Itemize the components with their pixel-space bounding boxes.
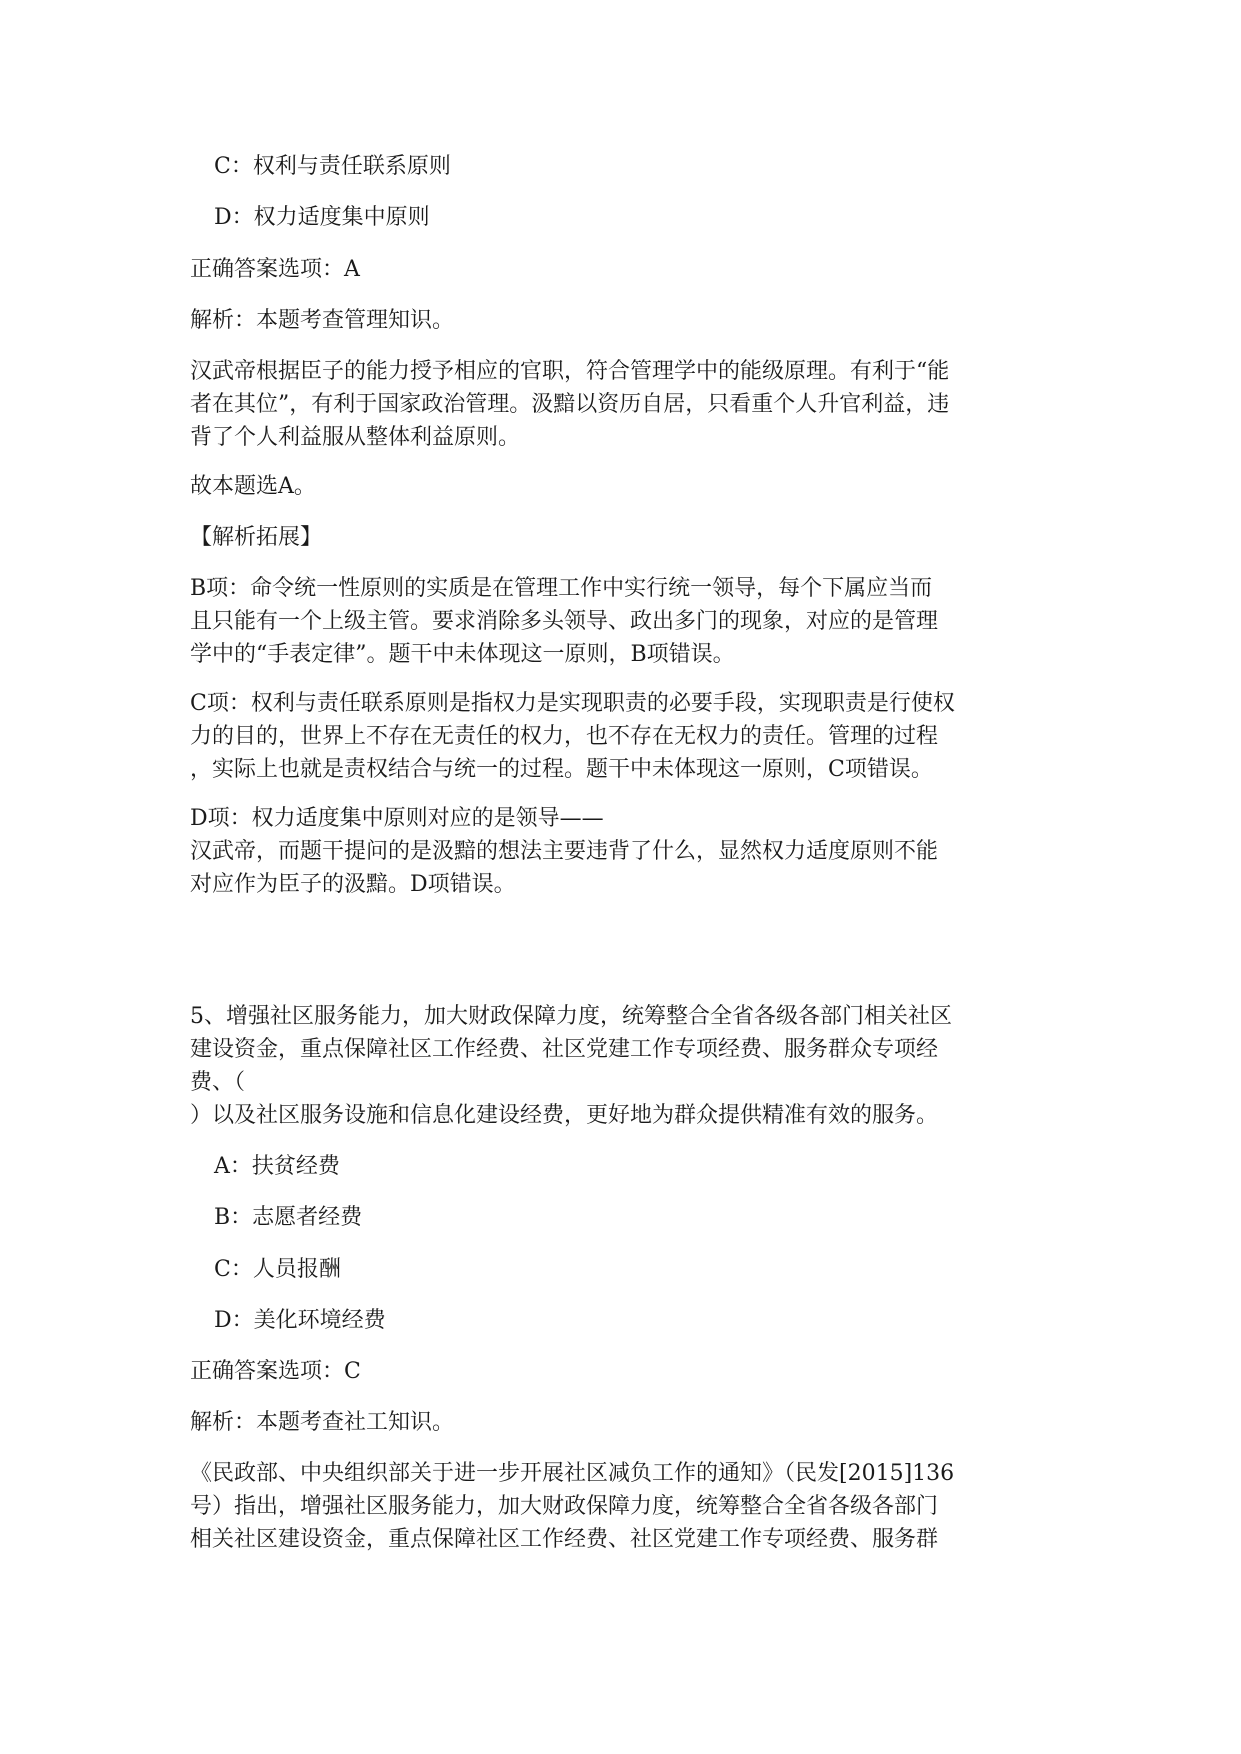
text-line: ，实际上也就是责权结合与统一的过程。题干中未体现这一原则，C项错误。 [190, 757, 933, 782]
q4-analysis-paragraph [190, 355, 1070, 454]
q4-conclusion: 故本题选A。 [190, 474, 316, 499]
q5-answer: 正确答案选项：C [190, 1359, 361, 1384]
expand-title: 【解析拓展】 [190, 525, 323, 550]
text-line: 学中的“手表定律”。题干中未体现这一原则，B项错误。 [190, 642, 735, 667]
text-line: 5、增强社区服务能力，加大财政保障力度，统筹整合全省各级各部门相关社区 [190, 1004, 952, 1029]
q4-answer: 正确答案选项：A [190, 257, 360, 282]
q5-analysis-paragraph [190, 1457, 1070, 1556]
q4-option-d: D：权力适度集中原则 [214, 205, 430, 230]
q4-analysis-intro: 解析：本题考查管理知识。 [190, 308, 455, 333]
text-line: 号）指出，增强社区服务能力，加大财政保障力度，统筹整合全省各级各部门 [190, 1494, 939, 1519]
text-line: C项：权利与责任联系原则是指权力是实现职责的必要手段，实现职责是行使权 [190, 691, 955, 716]
text-line: ）以及社区服务设施和信息化建设经费，更好地为群众提供精准有效的服务。 [190, 1103, 939, 1128]
q4-b-explanation [190, 572, 1070, 671]
q4-d-explanation [190, 802, 1070, 901]
text-line: 者在其位”，有利于国家政治管理。汲黯以资历自居，只看重个人升官利益，违 [190, 392, 950, 417]
text-line: 对应作为臣子的汲黯。D项错误。 [190, 872, 516, 897]
q5-analysis-intro: 解析：本题考查社工知识。 [190, 1410, 455, 1435]
text-line: 汉武帝，而题干提问的是汲黯的想法主要违背了什么，显然权力适度原则不能 [190, 839, 939, 864]
text-line: 背了个人利益服从整体利益原则。 [190, 425, 521, 450]
q5-option-c: C：人员报酬 [214, 1257, 341, 1282]
text-line: 《民政部、中央组织部关于进一步开展社区减负工作的通知》（民发[2015]136 [190, 1461, 955, 1486]
q5-option-b: B：志愿者经费 [214, 1205, 363, 1230]
q4-c-explanation [190, 687, 1070, 786]
q5-option-a: A：扶贫经费 [214, 1154, 340, 1179]
text-line: 相关社区建设资金，重点保障社区工作经费、社区党建工作专项经费、服务群 [190, 1527, 939, 1552]
text-line: 建设资金，重点保障社区工作经费、社区党建工作专项经费、服务群众专项经 [190, 1037, 939, 1062]
text-line: D项：权力适度集中原则对应的是领导—— [190, 806, 604, 831]
text-line: 力的目的，世界上不存在无责任的权力，也不存在无权力的责任。管理的过程 [190, 724, 939, 749]
q5-option-d: D：美化环境经费 [214, 1308, 386, 1333]
q5-stem [190, 1000, 1070, 1132]
q4-option-c: C：权利与责任联系原则 [214, 154, 451, 179]
text-line: 且只能有一个上级主管。要求消除多头领导、政出多门的现象，对应的是管理 [190, 609, 939, 634]
text-line: 费、（ [190, 1070, 246, 1095]
text-line: 汉武帝根据臣子的能力授予相应的官职，符合管理学中的能级原理。有利于“能 [190, 359, 950, 384]
text-line: B项：命令统一性原则的实质是在管理工作中实行统一领导，每个下属应当而 [190, 576, 933, 601]
